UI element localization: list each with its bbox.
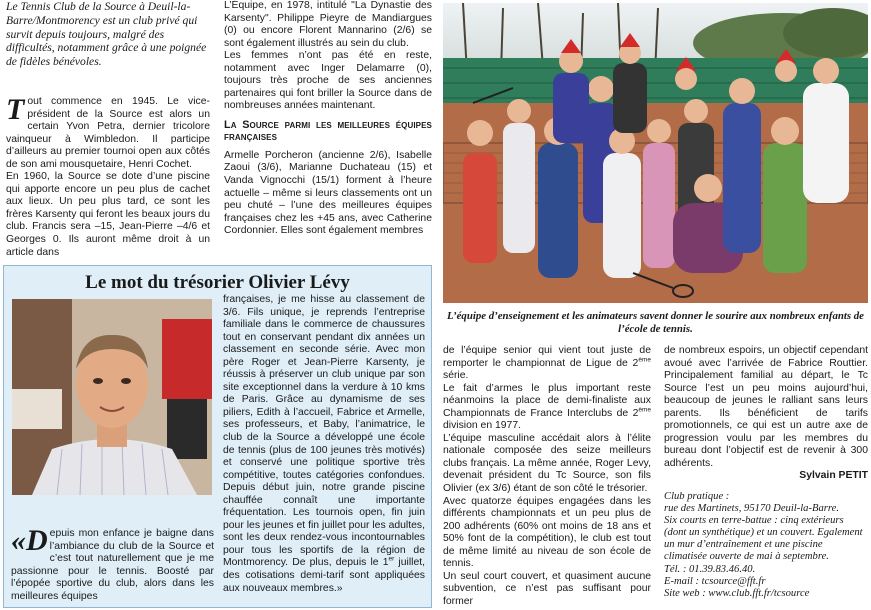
article-paragraph: L’équipe masculine accédait alors à l’élite nationale composée des seize meilleurs clubs français. La même année, Roger Levy, devenait président du Tc Source, son fils Olivier (ex 3/6) étant de son côté le trésorier. bbox=[443, 432, 651, 495]
drop-cap: T bbox=[6, 93, 25, 126]
treasurer-portrait bbox=[12, 299, 212, 495]
section-subheading: La Source parmi les meilleures équipes françaises bbox=[224, 118, 432, 144]
sidebar-title: Le mot du trésorier Olivier Lévy bbox=[85, 272, 350, 293]
article-paragraph: En 1960, la Source se dote d’une piscine qui apporte encore un peu plus de cachet aux lieux. Un peu plus tard, ce sont les frères Karsenty qui feront les beaux jours du club. Francis sera –15, Jean-Pierre –4/6 et Georges 0. Ils auront même droit à un article dans bbox=[6, 171, 210, 258]
article-paragraph: Le fait d’armes le plus important reste néanmoins la place de demi-finaliste aux Championnats de France Interclubs de 2ème division en 1977. bbox=[443, 382, 651, 432]
article-column-3 bbox=[443, 345, 651, 608]
photo-caption: L’équipe d’enseignement et les animateurs savent donner le sourire aux nombreux enfants de l’école de tennis. bbox=[447, 310, 864, 335]
article-column-4 bbox=[664, 345, 868, 600]
article-column-1 bbox=[6, 93, 210, 259]
club-info-phone: Tél. : 01.39.83.46.40. bbox=[664, 563, 756, 575]
article-paragraph: Un seul court couvert, et quasiment aucune subvention, ce n’est pas suffisant pour former bbox=[443, 570, 651, 607]
club-info-email[interactable]: E-mail : tcsource@fft.fr bbox=[664, 575, 766, 587]
article-paragraph: de l’équipe senior qui vient tout juste de remporter le championnat de Ligue de 2ème série. bbox=[443, 345, 651, 382]
club-info-heading: Club pratique : bbox=[664, 491, 730, 503]
article-paragraph: Avec quatorze équipes engagées dans les différents championnats et un peu plus de 200 adhérents (60% ont moins de 18 ans et 50% font de la compétition), le club est tout de même limité au niveau de son école de tennis. bbox=[443, 495, 651, 570]
club-info-facilities: Six courts en terre-battue : cinq extérieurs (dont un synthétique) et un couvert. Egalement un mur d’entraînement et une piscine climatisée ouverte de mai à septembre. bbox=[664, 515, 863, 563]
article-paragraph: L’Équipe, en 1978, intitulé "La Dynastie des Karsenty". Philippe Pieyre de Mandiargues (0) ou encore Florent Mannarino (2/6) se sont également illustrés au sein du club. bbox=[224, 0, 432, 49]
article-paragraph: de nombreux espoirs, un objectif cependant avoué avec l’arrivée de Fabrice Routtier. Principalement familial au départ, le Tc Source l’est un peu moins aujourd’hui, beaucoup de jeunes le ralliant sans leurs parents. Ils bénéficient de tarifs promotionnels, ce qui est un autre axe de progression voulu par les membres du bureau dont l’objectif est de revenir à 300 adhérents. bbox=[664, 345, 868, 469]
club-info-website[interactable]: Site web : www.club.fft.fr/tcsource bbox=[664, 587, 810, 599]
article-paragraph: Les femmes n’ont pas été en reste, notamment avec Inger Delamarre (0), toujours très proche de ses anciennes partenaires qui font briller la Source dans de nombreuses années maintenant. bbox=[224, 50, 432, 112]
article-paragraph: Armelle Porcheron (ancienne 2/6), Isabelle Zaoui (3/6), Marianne Duchateau (15) et Vanda Vignocchi (15/1) forment à l’heure actuelle – même si leurs classements ont un peu chuté – l’une des meilleures équipes françaises chez les +45 ans, avec Catherine Cordonnier. Elles sont également membres bbox=[224, 149, 432, 237]
club-info-address: rue des Martinets, 95170 Deuil-la-Barre. bbox=[664, 503, 839, 515]
article-intro: Le Tennis Club de la Source à Deuil-la-Barre/Montmorency est un club privé qui survit depuis toujours, malgré des difficultés, notamment grâce à une poignée de fidèles bénévoles. bbox=[6, 0, 207, 69]
author-signature: Sylvain PETIT bbox=[799, 470, 868, 482]
article-column-2 bbox=[224, 0, 432, 238]
treasurer-quote: «Depuis mon enfance je baigne dans l’ambiance du club de la Source et c’est tout naturellement que je me passionne pour le tennis. Boosté par l’épopée sportive du club, alors dans les meilleures équipes bbox=[11, 524, 214, 602]
tennis-school-photo bbox=[443, 3, 868, 303]
treasurer-statement: françaises, je me hisse au classement de 3/6. Fils unique, je reprends l’entreprise familiale dans le commerce de chaussures tout en conservant pendant dix années un classement en seconde série. Avec mon père Roger et Jean-Pierre Karsenty, je réussis à préserver un club unique par son site exceptionnel dans la verdure à 10 kms de Paris. Grâce au dynamisme de ses piliers, Edith à l’accueil, Fabrice et Armelle, ses professeurs, et Baby, l’animatrice, le club de la Source a développé une école de tennis (plus de 100 jeunes très motivés) et conservé une politique sportive très compétitive, toutes catégories confondues. Depuis début juin, notre grande piscine chauffée connaît une importante fréquentation. Les tournois open, fin juin pour les jeunes et fin juillet pour les adultes, sont les deux rendez-vous incontournables pour tous les sportifs de la région de Montmorency. De plus, depuis le 1er juillet, des cotisations demi-tarif sont appliquées aux nouveaux membres.» bbox=[223, 294, 425, 594]
article-paragraph: Tout commence en 1945. Le vice-président de la Source est alors un certain Yvon Petra, dernier tricolore vainqueur à Wimbledon. Il participe d’ailleurs au premier tournoi open aux côtés de son ami mousquetaire, Henri Cochet. bbox=[6, 93, 210, 170]
quote-mark: «D bbox=[11, 524, 48, 557]
treasurer-sidebar bbox=[3, 265, 432, 608]
